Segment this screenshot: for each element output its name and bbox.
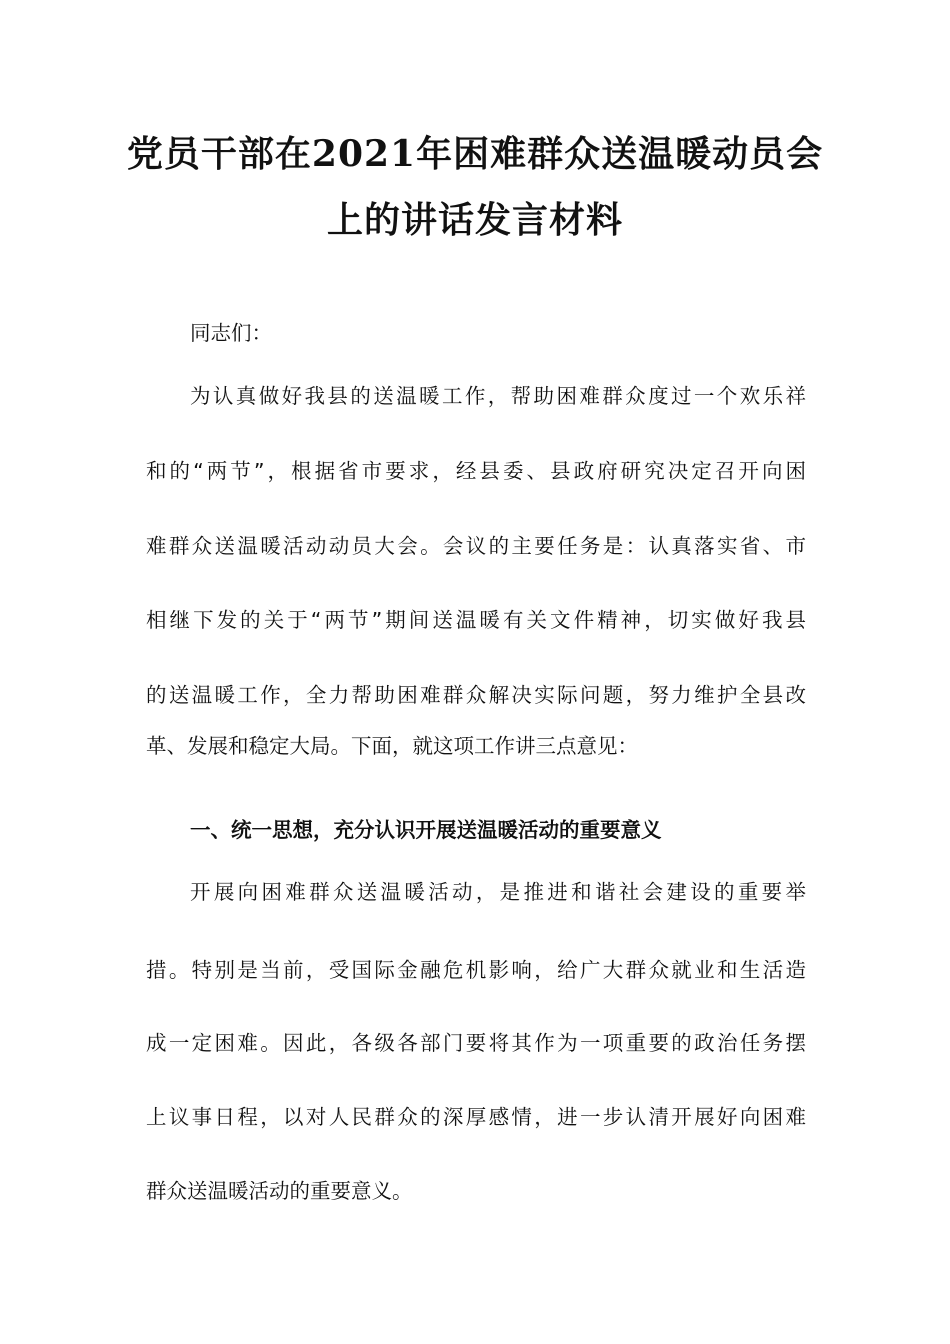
paragraph-2-line-4: 上议事日程，以对人民群众的深厚感情，进一步认清开展好向困难 <box>146 1105 806 1129</box>
paragraph-1-line-4: 相继下发的关于“两节”期间送温暖有关文件精神，切实做好我县 <box>146 608 806 632</box>
paragraph-2-line-5: 群众送温暖活动的重要意义。 <box>146 1179 413 1203</box>
document-title-line-1: 党员干部在2021年困难群众送温暖动员会 <box>126 133 824 175</box>
salutation: 同志们： <box>190 321 272 345</box>
paragraph-1-line-6: 革、发展和稳定大局。下面，就这项工作讲三点意见： <box>146 734 638 758</box>
paragraph-1-line-3: 难群众送温暖活动动员大会。会议的主要任务是：认真落实省、市 <box>146 534 806 558</box>
paragraph-2-line-1: 开展向困难群众送温暖活动，是推进和谐社会建设的重要举 <box>190 880 806 904</box>
paragraph-2-line-2: 措。特别是当前，受国际金融危机影响，给广大群众就业和生活造 <box>146 958 806 982</box>
paragraph-1-line-5: 的送温暖工作，全力帮助困难群众解决实际问题，努力维护全县改 <box>146 683 806 707</box>
paragraph-2-line-3: 成一定困难。因此，各级各部门要将其作为一项重要的政治任务摆 <box>146 1031 806 1055</box>
paragraph-1-line-1: 为认真做好我县的送温暖工作，帮助困难群众度过一个欢乐祥 <box>190 384 806 408</box>
paragraph-1-line-2: 和的“两节”，根据省市要求，经县委、县政府研究决定召开向困 <box>146 459 806 483</box>
section-heading-1: 一、统一思想，充分认识开展送温暖活动的重要意义 <box>190 818 662 842</box>
document-title-line-2: 上的讲话发言材料 <box>326 199 623 241</box>
